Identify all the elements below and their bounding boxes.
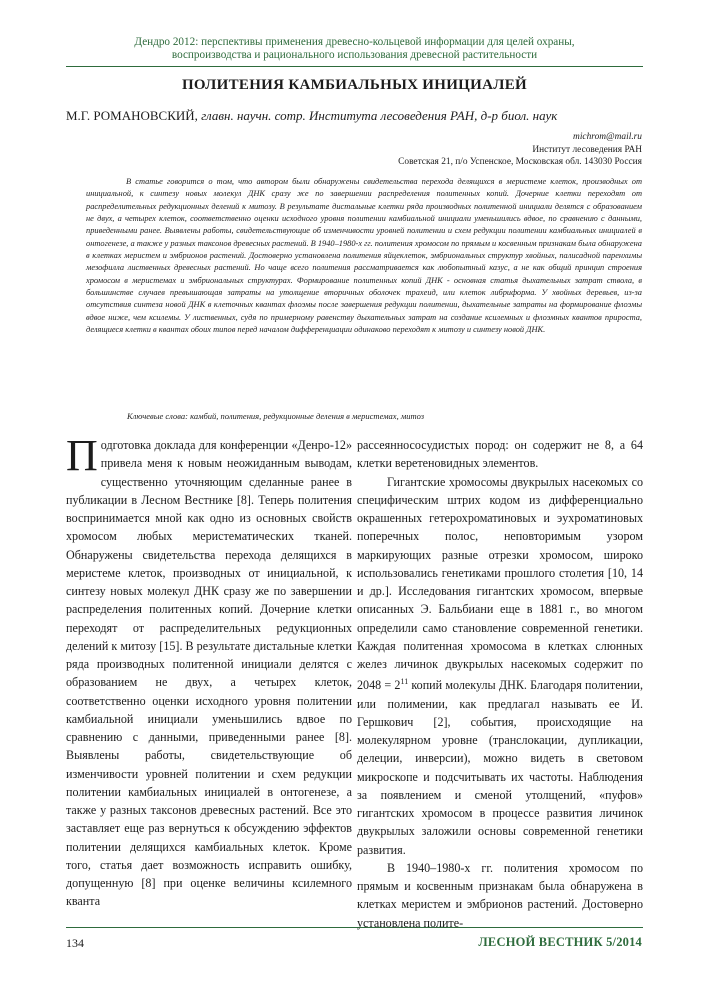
exponent: 11: [400, 677, 409, 687]
footer-divider: [66, 927, 643, 928]
body-paragraph: В 1940–1980-х гг. политения хромосом по прямым и косвенным признакам была обнаружена в клетках меристем и эмбрионов растений. Достоверно установлена полите-: [357, 860, 643, 930]
body-paragraph: рассеяннососудистых пород: он содержит не 8, а 64 клетки веретеновидных элементов.: [357, 438, 643, 471]
running-head: [40, 36, 669, 62]
body-text: копий молекулы ДНК. Благодаря политении, или полимении, как предлагал называть ее И. Гершкович [2], события, происходящие на молекулярном уровне (транслокации, дупликации, делеции, инверсии), можно видеть в световом микроскопе и подсчитывать их частоты. Наблюдения за появлением и сменой утолщений, «пуфов» гигантских хромосом в процессе развития личинок двукрылых заложили основы современной генетики развития.: [357, 678, 643, 857]
author-line: [66, 108, 666, 124]
abstract: В статье говорится о том, что автором были обнаружены свидетельства перехода делящихся в меристеме клеток, производных от инициальной, к синтезу новых молекул ДНК сразу же по завершении распределения политенных копий. Дочерние клетки переходят от распределительных редукционных делений к митозу. В результате дистальные клетки ряда производных политенной инициали делятся с образованием не двух, а четырех клеток, соответственно оценки исходного уровня политении камбиальной инициали уменьшились вдвое, по сравнению с данными, приведенными ранее. Выявлены работы, свидетельствующие об изменчивости уровней политении и схем редукции политении камбиальных инициалей в онтогенезе, а также у разных таксонов древесных растений. В 1940–1980-х гг. политения хромосом по прямым и косвенным признакам была обнаружена в клетках меристем и эмбрионов растений. Достоверно установлена политения яйцеклеток, эмбриональных структур хвойных, палисадной паренхимы мезофилла лиственных древесных растений. Но чаще всего политения рассматривается как любопытный казус, а не как общий принцип строения хромосом в меристемах и эмбриональных структурах. Формирование политенных копий ДНК - основная статья дыхательных затрат ствола, в большинстве случаев превышающая затраты на утолщение вторичных оболочек трахеид, или клеток либриформа. У хвойных деревьев, из-за отсутствия синтеза новой ДНК в клеточных квантах флоэмы после завершения редукции политении, дыхательные затраты на формирование флоэмы вдвое ниже, чем ксилемы. У лиственных, судя по примерному равенству дыхательных затрат на создание ксилемных и флоэмных квантов прироста, делящиеся клетки в квантах обоих типов перед началом дифференциации одинаково переходят к митозу и синтезу новой ДНК.: [86, 177, 642, 335]
affiliation-institute: Институт лесоведения РАН: [532, 144, 642, 155]
body-column-left: [66, 431, 352, 911]
header-divider: [66, 66, 643, 67]
author-position: главн. научн. сотр. Института лесоведения РАН, д-р биол. наук: [201, 108, 558, 123]
body-text: Гигантские хромосомы двукрылых насекомых со специфическим штрих кодом из дифференциально окрашенных гетерохроматиновых и эухроматиновых поперечных полос, неповторимым узором маркирующих разные отрезки хромосом, широко использовались генетиками прошлого столетия [10, 14 и др.]. Исследования гигантских хромосом, впервые описанных Э. Бальбиани еще в 1881 г., во многом определили само становление современной генетики. Каждая политенная хромосома в клетках слюнных желез личинок двукрылых насекомых содержит по 2048 = 2: [357, 474, 643, 693]
affiliation-address: Советская 21, п/о Успенское, Московская обл. 143030 Россия: [398, 157, 642, 168]
page-number: 134: [66, 936, 84, 950]
drop-cap: П: [66, 431, 98, 480]
body-paragraph: [357, 473, 643, 859]
journal-name: ЛЕСНОЙ ВЕСТНИК 5/2014: [478, 935, 642, 949]
body-paragraph: [66, 431, 352, 911]
article-title: ПОЛИТЕНИЯ КАМБИАЛЬНЫХ ИНИЦИАЛЕЙ: [181, 77, 528, 93]
running-head-line-2: воспроизводства и рационального использования древесной растительности: [171, 49, 538, 61]
body-column-right: [357, 436, 643, 932]
affiliation-block: [398, 131, 642, 169]
author-email: michrom@mail.ru: [573, 132, 642, 142]
body-text: одготовка доклада для конференции «Денро-12» привела меня к новым неожиданным выводам, существенно уточняющим сделанные ранее в публикации в Лесном Вестнике [8]. Теперь политения воспринимается мной как одно из основных свойств хромосом любых меристематических тканей. Обнаружены свидетельства перехода делящихся в меристеме клеток, производных от инициальной, к синтезу новых молекул ДНК сразу же по завершении распределения политенных копий. Дочерние клетки переходят от распределительных редукционных делений к митозу [15]. В результате дистальные клетки ряда производных политенной инициали делятся с образованием не двух, а четырех клеток, соответственно оценки исходного уровня политении камбиальной инициали уменьшились вдвое по сравнению с данными, приведенными ранее [8]. Выявлены работы, свидетельствующие об изменчивости уровней политении и схем редукции политении камбиальных инициалей в онтогенезе, а также у разных таксонов древесных растений. Все это заставляет еще раз вернуться к обсуждению эффектов политении делящихся камбиальных клеток. Кроме того, статья дает возможность исправить ошибку, допущенную [8] при оценке величины ксилемного кванта: [66, 438, 352, 909]
running-head-line-1: Дендро 2012: перспективы применения древесно-кольцевой информации для целей охраны,: [134, 36, 575, 48]
author-name: М.Г. РОМАНОВСКИЙ,: [66, 108, 198, 123]
keywords: Ключевые слова: камбий, политения, редукционные деления в меристемах, митоз: [127, 411, 425, 421]
